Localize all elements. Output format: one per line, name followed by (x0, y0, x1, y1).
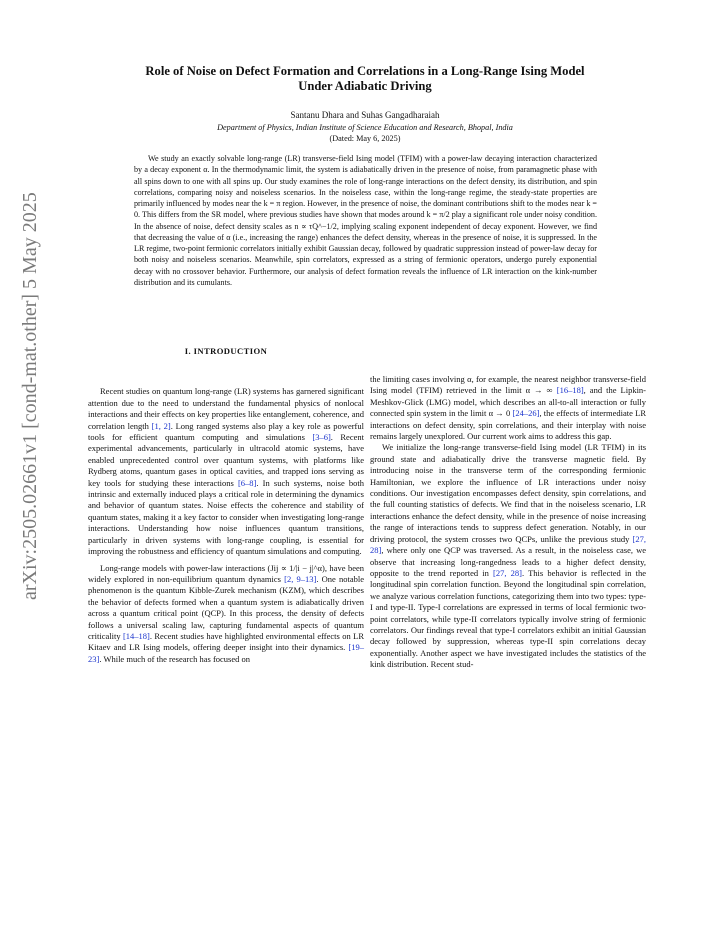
citation-link[interactable]: [27, 28] (370, 533, 646, 556)
right-column (370, 374, 646, 671)
citation-link[interactable]: [1, 2] (151, 420, 171, 431)
intro-paragraph-3 (370, 374, 646, 442)
citation-link[interactable]: [14–18] (122, 630, 150, 641)
section-heading-introduction: I. INTRODUCTION (184, 346, 268, 356)
citation-link[interactable]: [19–23] (88, 642, 364, 664)
title-line-2: Under Adiabatic Driving (298, 79, 432, 93)
text-run: . While much of the research has focused on (99, 653, 251, 664)
text-run: . In such systems, noise both intrinsic and externally induced plays a critical role in determining the dynamics and behavior of quantum states. Noise effects the coherence and stability of quantum states, making it a key factor to consider when investigating long-range interactions. Understanding how noise influences quantum transitions, particularly in driven systems with long-range coupling, is essential for improving the robustness and efficiency of quantum simulations and computing. (88, 477, 364, 557)
text-run: , and the Lipkin-Meshkov-Glick (LMG) model, which describes an all-to-all interaction or fully connected spin system in the limit α → 0 (370, 385, 647, 419)
text-run: , where only one QCP was traversed. As a result, in the noiseless case, we observe that increasing long-rangedness leads to a higher defect density, opposite to the trend reported in (370, 545, 646, 578)
text-run: . One notable phenomenon is the quantum Kibble-Zurek mechanism (KZM), which describes the behavior of defects formed when a quantum system is adiabatically driven across a quantum critical point (QCP). In this process, the density of defects follows a universal scaling law, capturing fundamental aspects of quantum criticality (88, 573, 364, 641)
authors: Santanu Dhara and Suhas Gangadharaiah (290, 110, 440, 120)
date-line: (Dated: May 6, 2025) (329, 134, 401, 143)
citation-link[interactable]: [16–18] (556, 385, 584, 396)
citation-link[interactable]: [27, 28] (493, 567, 522, 578)
citation-link[interactable]: [6–8] (237, 477, 257, 488)
text-run: . Long ranged systems also play a key role as powerful tools for efficient quantum computing and simulations (88, 420, 364, 443)
left-column (88, 346, 364, 665)
citation-link[interactable]: [24–26] (512, 408, 540, 419)
citation-link[interactable]: [2, 9–13] (284, 573, 317, 584)
text-run: We initialize the long-range transverse-field Ising model (LR TFIM) in its ground state and adiabatically drive the transverse magnetic field. By introducing noise in the transverse term of the corresponding fermionic Hamiltonian, we explore the influence of LR interactions under noisy conditions. Our investigation encompasses defect density, spin correlations, and the full counting statistics of defects. We find that in the noiseless scenario, LR interactions enhance the defect density, while in the presence of noise increasing the range of interactions tends to suppress defect generation. Notably, in our driving protocol, the system crosses two QCPs, unlike the previous study (370, 442, 646, 544)
text-run: . Recent experimental advancements, particularly in ultracold atomic systems, have enabled unprecedented control over quantum systems, with platforms like Rydberg atoms, quantum gases in optical cavities, and trapped ions serving as key tools for studying these interactions (88, 432, 364, 488)
arxiv-identifier-stamp: arXiv:2505.02661v1 [cond-mat.other] 5 May 2025 (19, 192, 41, 600)
text-run: the limiting cases involving α, for example, the nearest neighbor transverse-field Ising model (TFIM) retrieved in the limit α → ∞ (370, 374, 646, 396)
affiliation: Department of Physics, Indian Institute of Science Education and Research, Bhopal, India (217, 123, 513, 132)
text-run: . This behavior is reflected in the longitudinal spin correlation function. Beyond the longitudinal spin correlation, we analyze various correlation functions, categorizing them into two types: type-I and type-II. Type-I correlations are expressed in terms of local fermionic two-point correlators, while type-II correlators typically involve string of fermionic correlators. Our findings reveal that type-I correlators exhibit an initial Gaussian decay followed by suppression, whereas type-II spin correlations decay exponentially. Another aspect we have investigated includes the statistics of the kink distribution. Recent stud- (370, 567, 647, 670)
intro-paragraph-4 (370, 442, 646, 670)
text-run: Long-range models with power-law interactions (Jij ∝ 1/|i − j|^α), have been widely explored in non-equilibrium quantum dynamics (88, 562, 364, 584)
text-run: , the effects of intermediate LR interactions on defect density, spin correlations, and their interplay with noise remains largely unexplored. Our current work aims to address this gap. (370, 408, 646, 442)
text-run: Recent studies on quantum long-range (LR) systems has garnered significant attention due to the need to understand the fundamental physics of nonlocal interactions and their effects on key properties like entanglement, coherence, and correlation length (88, 386, 364, 431)
intro-paragraph-1 (88, 386, 364, 557)
text-run: . Recent studies have highlighted environmental effects on LR Kitaev and LR Ising models, offering deeper insight into their dynamics. (88, 630, 364, 653)
paper-title (70, 64, 660, 94)
citation-link[interactable]: [3–6] (312, 432, 331, 443)
abstract: We study an exactly solvable long-range (LR) transverse-field Ising model (TFIM) with a power-law decaying interaction characterized by a decay exponent α. In the thermodynamic limit, the system is adiabatically driven in the presence of noise, from paramagnetic phase with all spins down to one with all spins up. Our study examines the role of long-range interactions on the defect density, its distribution, and spin correlations, comparing noisy and noiseless scenarios. In the noiseless case, within the long-range regime, the steady-state properties are primarily influenced by modes near the k = π region. However, in the presence of noise, the dominant contributions shift to the modes near k = 0. This differs from the SR model, where previous studies have shown that modes around k = π/2 play a significant role under noisy condition. In the absence of noise, defect density scales as n ∝ τQ^−1/2, implying scaling exponent independent of decay exponent. However, we find that decreasing the value of α (i.e., increasing the range) enhances the defect density, whereas in the presence of noise, it is suppressed. In the LR regime, two-point fermionic correlators initially exhibit Gaussian decay, followed by quadratic suppression instead of power-law decay for both noisy and noiseless scenarios. Meanwhile, spin correlators, expressed as a string of fermionic operators, undergo purely exponential decay with no crossover behavior. Furthermore, our analysis of defect formation reveals the influence of LR interaction on the kink-number distribution and its cumulants. (134, 154, 597, 287)
title-line-1: Role of Noise on Defect Formation and Correlations in a Long-Range Ising Model (145, 64, 585, 78)
intro-paragraph-2 (88, 563, 364, 666)
